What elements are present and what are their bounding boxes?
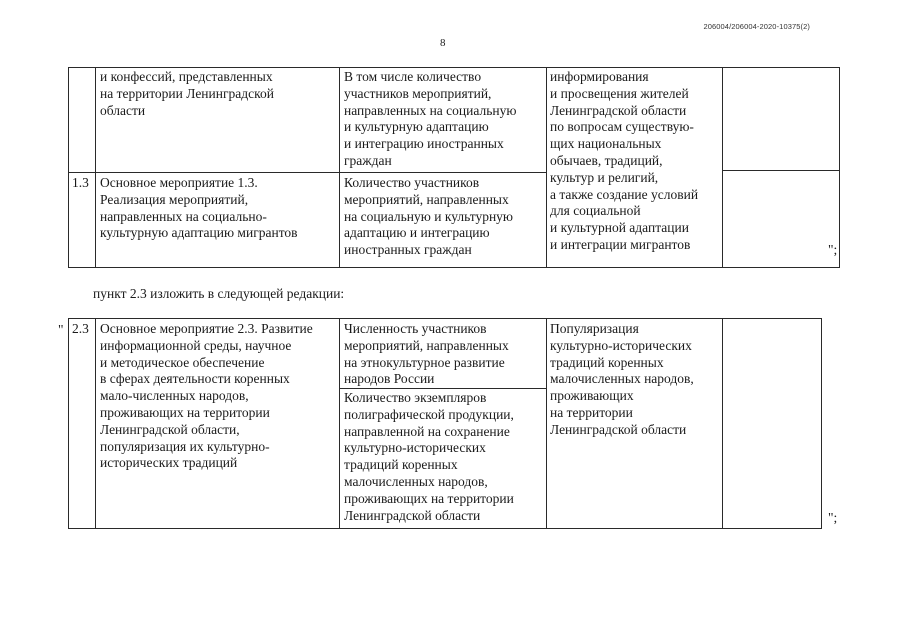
table-1-row-divider xyxy=(68,172,546,173)
table-2-indicator-2: Количество экземпляров полиграфической продукции, направленной на сохранение культурно-исторических традиций коренных малочисленных народов, проживающих на территории Ленинградской области xyxy=(344,390,514,523)
table-1-row-b-name: Основное мероприятие 1.3. Реализация мероприятий, направленных на социально- культурную адаптацию мигрантов xyxy=(100,175,298,241)
page-number: 8 xyxy=(440,37,446,49)
table-1-col-divider xyxy=(339,67,340,268)
table-2-closing-quote: "; xyxy=(828,510,838,525)
table-1-border-right xyxy=(839,67,840,268)
table-2-col-divider xyxy=(546,318,547,529)
table-2-border-left xyxy=(68,318,69,529)
table-2-border-top xyxy=(68,318,822,319)
table-1-col-divider xyxy=(546,67,547,268)
table-2-col-divider xyxy=(722,318,723,529)
table-1-row-a-name: и конфессий, представленных на территории Ленинградской области xyxy=(100,69,274,118)
table-1-row-divider xyxy=(722,170,840,171)
table-2-opening-quote: " xyxy=(58,322,64,337)
table-1-border-left xyxy=(68,67,69,268)
table-2-num: 2.3 xyxy=(72,321,89,336)
instruction-paragraph: пункт 2.3 изложить в следующей редакции: xyxy=(93,286,345,301)
table-1-row-a-indicator: В том числе количество участников мероприятий, направленных на социальную и культурную адаптацию и интеграцию иностранных граждан xyxy=(344,69,517,168)
table-1-border-bottom xyxy=(68,267,840,268)
table-2-col-divider xyxy=(339,318,340,529)
table-1-result: информирования и просвещения жителей Ленинградской области по вопросам существую- щих национальных обычаев, традиций, культур и религий, а также создание условий для социальной и культурной адаптации и интеграции мигрантов xyxy=(550,69,699,252)
table-2-border-bottom xyxy=(68,528,822,529)
table-1-closing-quote: "; xyxy=(828,242,838,257)
table-2-indicator-1: Численность участников мероприятий, направленных на этнокультурное развитие народов России xyxy=(344,321,509,387)
table-1-col-divider xyxy=(95,67,96,268)
table-2-col-divider xyxy=(95,318,96,529)
table-1-border-top xyxy=(68,67,840,68)
table-2-border-right xyxy=(821,318,822,529)
table-1-row-b-num: 1.3 xyxy=(72,175,89,190)
table-2-result: Популяризация культурно-исторических традиций коренных малочисленных народов, проживающих на территории Ленинградской области xyxy=(550,321,694,437)
table-1-row-b-indicator: Количество участников мероприятий, направленных на социальную и культурную адаптацию и интеграцию иностранных граждан xyxy=(344,175,514,258)
table-1-col-divider xyxy=(722,67,723,268)
table-2-name: Основное мероприятие 2.3. Развитие информационной среды, научное и методическое обеспечение в сферах деятельности коренных мало-численных народов, проживающих на территории Ленинградской области, популяризация их культурно- исторических традиций xyxy=(100,321,313,471)
document-id: 206004/206004-2020-10375(2) xyxy=(703,22,810,31)
